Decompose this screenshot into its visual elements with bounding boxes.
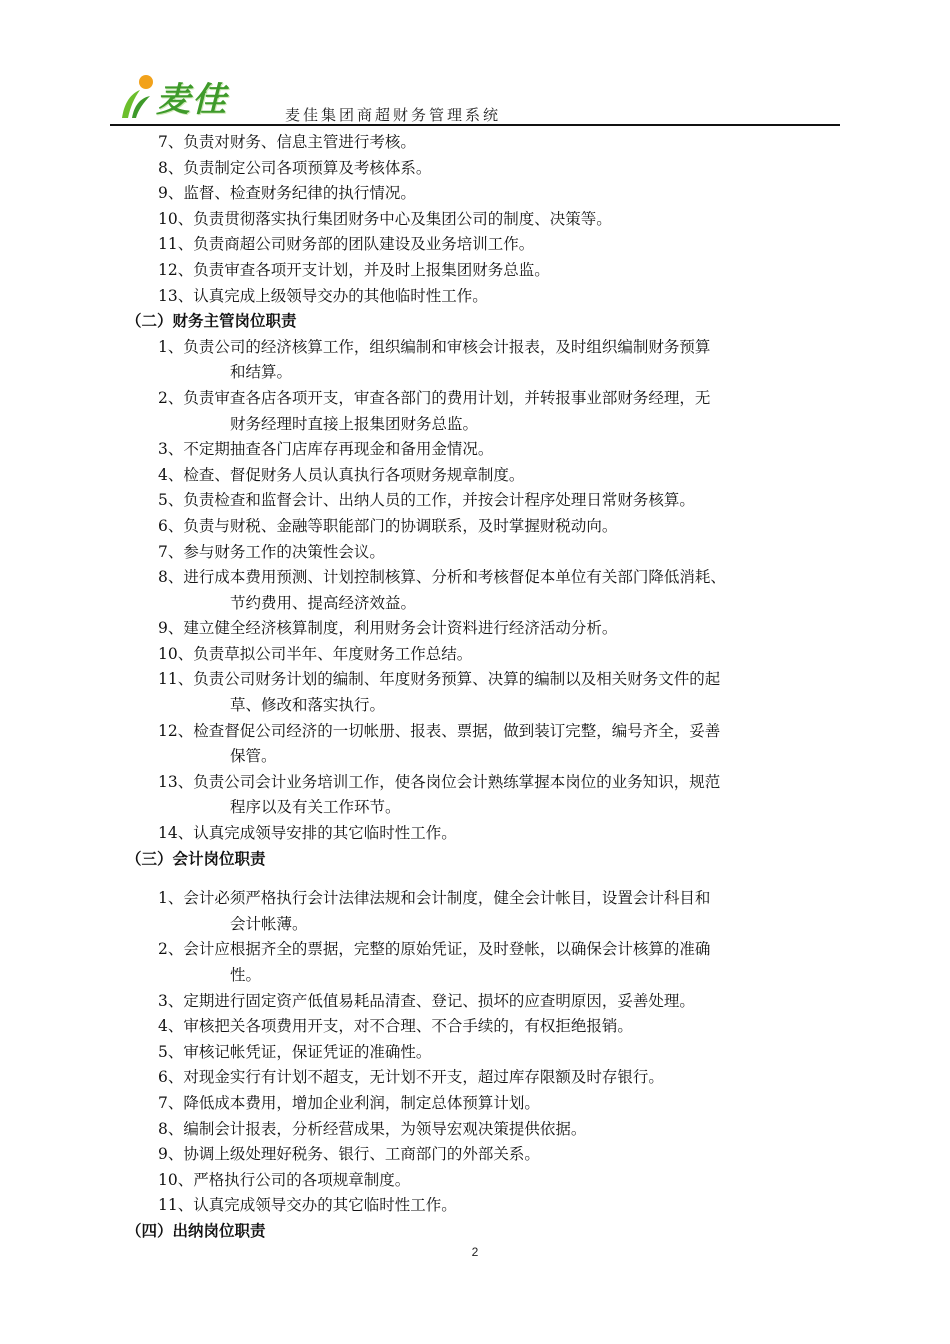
list-item bbox=[158, 1168, 845, 1194]
list-item bbox=[158, 989, 845, 1015]
item-text: 负责审查各项开支计划，并及时上报集团财务总监。 bbox=[193, 260, 550, 279]
item-number: 10、 bbox=[158, 1170, 194, 1189]
item-number: 14、 bbox=[158, 824, 194, 843]
item-number: 7、 bbox=[158, 133, 184, 151]
list-item bbox=[158, 1014, 845, 1040]
item-text: 协调上级处理好税务、银行、工商部门的外部关系。 bbox=[183, 1145, 540, 1164]
list-item bbox=[158, 258, 845, 284]
list-item bbox=[158, 386, 845, 437]
item-number: 6、 bbox=[158, 1068, 184, 1087]
list-item bbox=[158, 284, 845, 310]
section-heading: （四）出纳岗位职责 bbox=[126, 1221, 266, 1240]
item-number: 2、 bbox=[158, 388, 184, 407]
list-item bbox=[158, 1065, 845, 1091]
list-item bbox=[158, 540, 845, 566]
item-text-continued: 和结算。 bbox=[230, 363, 293, 382]
item-number: 9、 bbox=[158, 184, 184, 203]
section-heading: （二）财务主管岗位职责 bbox=[126, 312, 297, 331]
item-number: 11、 bbox=[158, 1196, 194, 1215]
item-text: 认真完成领导安排的其它临时性工作。 bbox=[193, 824, 457, 843]
list-item bbox=[158, 488, 845, 514]
list-item bbox=[158, 937, 845, 988]
item-text: 编制会计报表，分析经营成果，为领导宏观决策提供依据。 bbox=[183, 1119, 587, 1138]
item-text: 降低成本费用，增加企业利润，制定总体预算计划。 bbox=[183, 1093, 540, 1112]
item-text: 负责公司的经济核算工作，组织编制和审核会计报表，及时组织编制财务预算 bbox=[183, 337, 711, 356]
leaf-logo-icon bbox=[116, 72, 158, 124]
page-number: 2 bbox=[471, 1245, 479, 1259]
list-item bbox=[158, 719, 845, 770]
list-item bbox=[158, 156, 845, 182]
header-title: 麦佳集团商超财务管理系统 bbox=[285, 106, 502, 124]
item-number: 11、 bbox=[158, 670, 194, 689]
item-number: 13、 bbox=[158, 772, 194, 791]
list-item bbox=[158, 642, 845, 668]
list-item bbox=[158, 130, 845, 156]
item-text: 认真完成领导交办的其它临时性工作。 bbox=[193, 1196, 457, 1215]
item-text: 会计必须严格执行会计法律法规和会计制度，健全会计帐目，设置会计科目和 bbox=[183, 889, 711, 908]
item-text: 负责公司财务计划的编制、年度财务预算、决算的编制以及相关财务文件的起 bbox=[193, 670, 721, 689]
item-text-continued: 保管。 bbox=[230, 747, 277, 766]
item-text-continued: 性。 bbox=[230, 966, 262, 984]
item-text: 负责对财务、信息主管进行考核。 bbox=[183, 133, 416, 151]
list-item bbox=[158, 770, 845, 821]
list-item bbox=[158, 1142, 845, 1168]
item-text: 审核记帐凭证，保证凭证的准确性。 bbox=[183, 1042, 432, 1061]
item-text: 定期进行固定资产低值易耗品清查、登记、损坏的应查明原因，妥善处理。 bbox=[183, 991, 695, 1010]
item-text: 认真完成上级领导交办的其他临时性工作。 bbox=[193, 286, 488, 305]
company-logo bbox=[116, 72, 256, 124]
item-number: 11、 bbox=[158, 235, 194, 254]
item-number: 12、 bbox=[158, 721, 194, 740]
item-text: 监督、检查财务纪律的执行情况。 bbox=[183, 184, 416, 203]
section-heading: （三）会计岗位职责 bbox=[126, 849, 266, 868]
item-number: 10、 bbox=[158, 644, 194, 663]
item-text: 进行成本费用预测、计划控制核算、分析和考核督促本单位有关部门降低消耗、 bbox=[183, 568, 726, 587]
item-number: 4、 bbox=[158, 1017, 184, 1036]
item-number: 5、 bbox=[158, 491, 184, 510]
item-number: 3、 bbox=[158, 440, 184, 459]
item-number: 7、 bbox=[158, 1093, 184, 1112]
item-text-continued: 节约费用、提高经济效益。 bbox=[230, 593, 417, 612]
item-number: 4、 bbox=[158, 465, 184, 484]
item-text-continued: 财务经理时直接上报集团财务总监。 bbox=[230, 414, 479, 433]
logo-text: 麦佳 bbox=[156, 80, 228, 120]
item-number: 13、 bbox=[158, 286, 194, 305]
list-item bbox=[158, 232, 845, 258]
item-number: 7、 bbox=[158, 542, 184, 561]
item-text-continued: 会计帐薄。 bbox=[230, 914, 308, 933]
item-text-continued: 程序以及有关工作环节。 bbox=[230, 798, 401, 817]
section3-list bbox=[120, 886, 845, 1219]
section1-list bbox=[120, 130, 845, 309]
document-body bbox=[120, 130, 845, 1245]
header-divider bbox=[110, 124, 840, 126]
item-number: 5、 bbox=[158, 1042, 184, 1061]
list-item bbox=[158, 1091, 845, 1117]
list-item bbox=[158, 181, 845, 207]
list-item bbox=[158, 463, 845, 489]
page-header bbox=[110, 70, 840, 126]
list-item bbox=[158, 207, 845, 233]
list-item bbox=[158, 667, 845, 718]
spacer bbox=[120, 872, 845, 886]
item-number: 8、 bbox=[158, 1119, 184, 1138]
item-text: 严格执行公司的各项规章制度。 bbox=[193, 1170, 411, 1189]
list-item bbox=[158, 616, 845, 642]
item-number: 8、 bbox=[158, 568, 184, 587]
item-number: 9、 bbox=[158, 1145, 184, 1164]
item-number: 12、 bbox=[158, 260, 194, 279]
item-text: 对现金实行有计划不超支，无计划不开支，超过库存限额及时存银行。 bbox=[183, 1068, 664, 1087]
item-text: 负责贯彻落实执行集团财务中心及集团公司的制度、决策等。 bbox=[193, 209, 612, 228]
item-text: 负责检查和监督会计、出纳人员的工作，并按会计程序处理日常财务核算。 bbox=[183, 491, 695, 510]
item-text: 建立健全经济核算制度，利用财务会计资料进行经济活动分析。 bbox=[183, 619, 618, 638]
list-item bbox=[158, 1040, 845, 1066]
item-text: 审核把关各项费用开支，对不合理、不合手续的，有权拒绝报销。 bbox=[183, 1017, 633, 1036]
item-number: 6、 bbox=[158, 516, 184, 535]
item-text: 会计应根据齐全的票据，完整的原始凭证，及时登帐，以确保会计核算的准确 bbox=[183, 940, 711, 959]
item-text: 负责审查各店各项开支，审查各部门的费用计划，并转报事业部财务经理，无 bbox=[183, 388, 711, 407]
list-item bbox=[158, 821, 845, 847]
item-number: 8、 bbox=[158, 158, 184, 177]
item-text: 检查督促公司经济的一切帐册、报表、票据，做到装订完整，编号齐全，妥善 bbox=[193, 721, 721, 740]
list-item bbox=[158, 1193, 845, 1219]
list-item bbox=[158, 1117, 845, 1143]
item-text: 负责商超公司财务部的团队建设及业务培训工作。 bbox=[193, 235, 535, 254]
item-number: 1、 bbox=[158, 889, 184, 908]
item-text: 参与财务工作的决策性会议。 bbox=[183, 542, 385, 561]
item-text: 不定期抽查各门店库存再现金和备用金情况。 bbox=[183, 440, 494, 459]
list-item bbox=[158, 437, 845, 463]
list-item bbox=[158, 335, 845, 386]
item-text: 负责公司会计业务培训工作，使各岗位会计熟练掌握本岗位的业务知识，规范 bbox=[193, 772, 721, 791]
item-text: 负责制定公司各项预算及考核体系。 bbox=[183, 158, 432, 177]
item-text-continued: 草、修改和落实执行。 bbox=[230, 696, 386, 715]
item-number: 3、 bbox=[158, 991, 184, 1010]
list-item bbox=[158, 565, 845, 616]
item-number: 1、 bbox=[158, 337, 184, 356]
list-item bbox=[158, 514, 845, 540]
item-text: 检查、督促财务人员认真执行各项财务规章制度。 bbox=[183, 465, 525, 484]
section2-list bbox=[120, 335, 845, 847]
list-item bbox=[158, 886, 845, 937]
item-text: 负责与财税、金融等职能部门的协调联系，及时掌握财税动向。 bbox=[183, 516, 618, 535]
item-text: 负责草拟公司半年、年度财务工作总结。 bbox=[193, 644, 473, 663]
item-number: 2、 bbox=[158, 940, 184, 959]
item-number: 10、 bbox=[158, 209, 194, 228]
item-number: 9、 bbox=[158, 619, 184, 638]
